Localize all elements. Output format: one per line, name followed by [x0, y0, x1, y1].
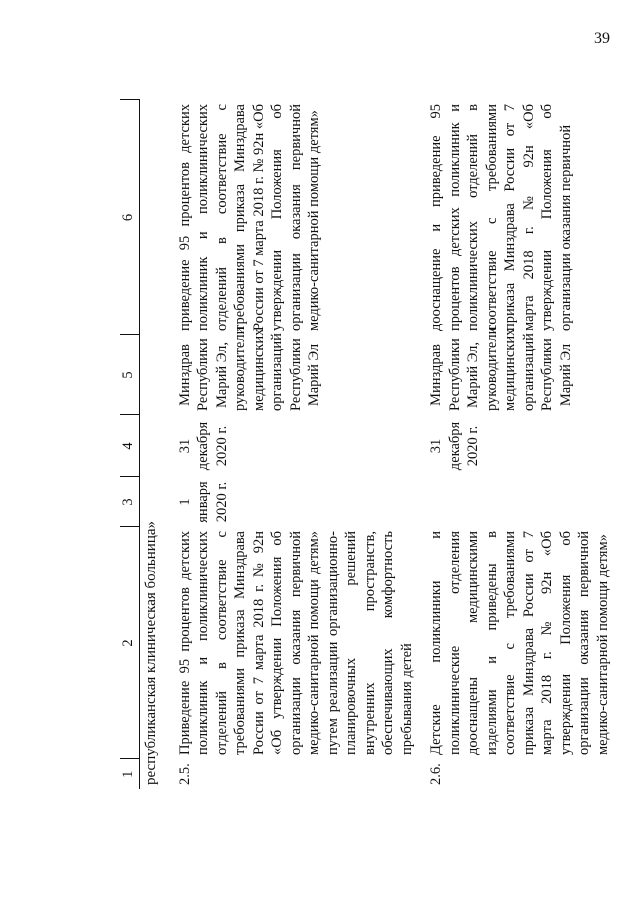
- responsible: Минздрав Республики Марий Эл, руководители медицинских организаций Республики Марий Эл: [428, 326, 574, 411]
- responsible: Минздрав Республики Марий Эл, руководители медицинских организаций Республики Марий Эл: [176, 326, 322, 411]
- column-header-3: 3: [120, 477, 140, 527]
- end-date: 31 декабря 2020 г.: [176, 421, 230, 471]
- measure-name: Детские поликлиники и поликлинические отделения дооснащены медицинскими изделиями и приведены в соответствие с требованиями приказа Минздрава России от 7 марта 2018 г. № 92н «Об утверждении Положения об организации оказания первичной медико-санитарной помощи детям»: [428, 531, 611, 755]
- column-header-5: 5: [120, 335, 140, 415]
- column-header-4: 4: [120, 415, 140, 477]
- end-date: 31 декабря 2020 г.: [428, 421, 481, 471]
- start-date: [417, 477, 613, 527]
- column-header-6: 6: [120, 100, 140, 335]
- measure-name: Приведение 95 процентов детских поликлиник и поликлинических отделений в соответствие с требованиями приказа Минздрава России от 7 марта 2018 г. № 92н «Об утверждении Положения об организации оказания первичной медико-санитарной помощи детям» путем реализации организационно-планировочных решений внутренних пространств, обеспечивающих комфортность пребывания детей: [176, 531, 415, 755]
- start-date: 1 января 2020 г.: [176, 481, 230, 523]
- column-header-1: 1: [120, 759, 140, 789]
- row-number: 2.6.: [428, 763, 444, 785]
- rotated-table-page: [120, 100, 611, 789]
- column-header-row: [120, 100, 140, 789]
- table-row: [175, 100, 418, 789]
- section-heading: республиканская клиническая больница»: [143, 520, 159, 785]
- measures-table: [120, 100, 613, 790]
- row-number: 2.5.: [176, 763, 193, 785]
- expected-result: приведение 95 процентов детских поликлиник и поликлинических отделений в соответствие с требованиями приказа Минздрава России от 7 марта 2018 г. № 92н «Об утверждении Положения об организации оказания первичной медико-санитарной помощи детям»: [176, 103, 322, 331]
- table-row: [417, 100, 613, 789]
- column-header-2: 2: [120, 527, 140, 759]
- page-number: 39: [594, 30, 610, 47]
- section-heading-row: [140, 100, 175, 789]
- expected-result: дооснащение и приведение 95 процентов детских поликлиник и поликлинических отделений в соответствие с требованиями приказа Минздрава России от 7 марта 2018 г. № 92н «Об утверждении Положения об организации оказания первичной: [428, 104, 574, 331]
